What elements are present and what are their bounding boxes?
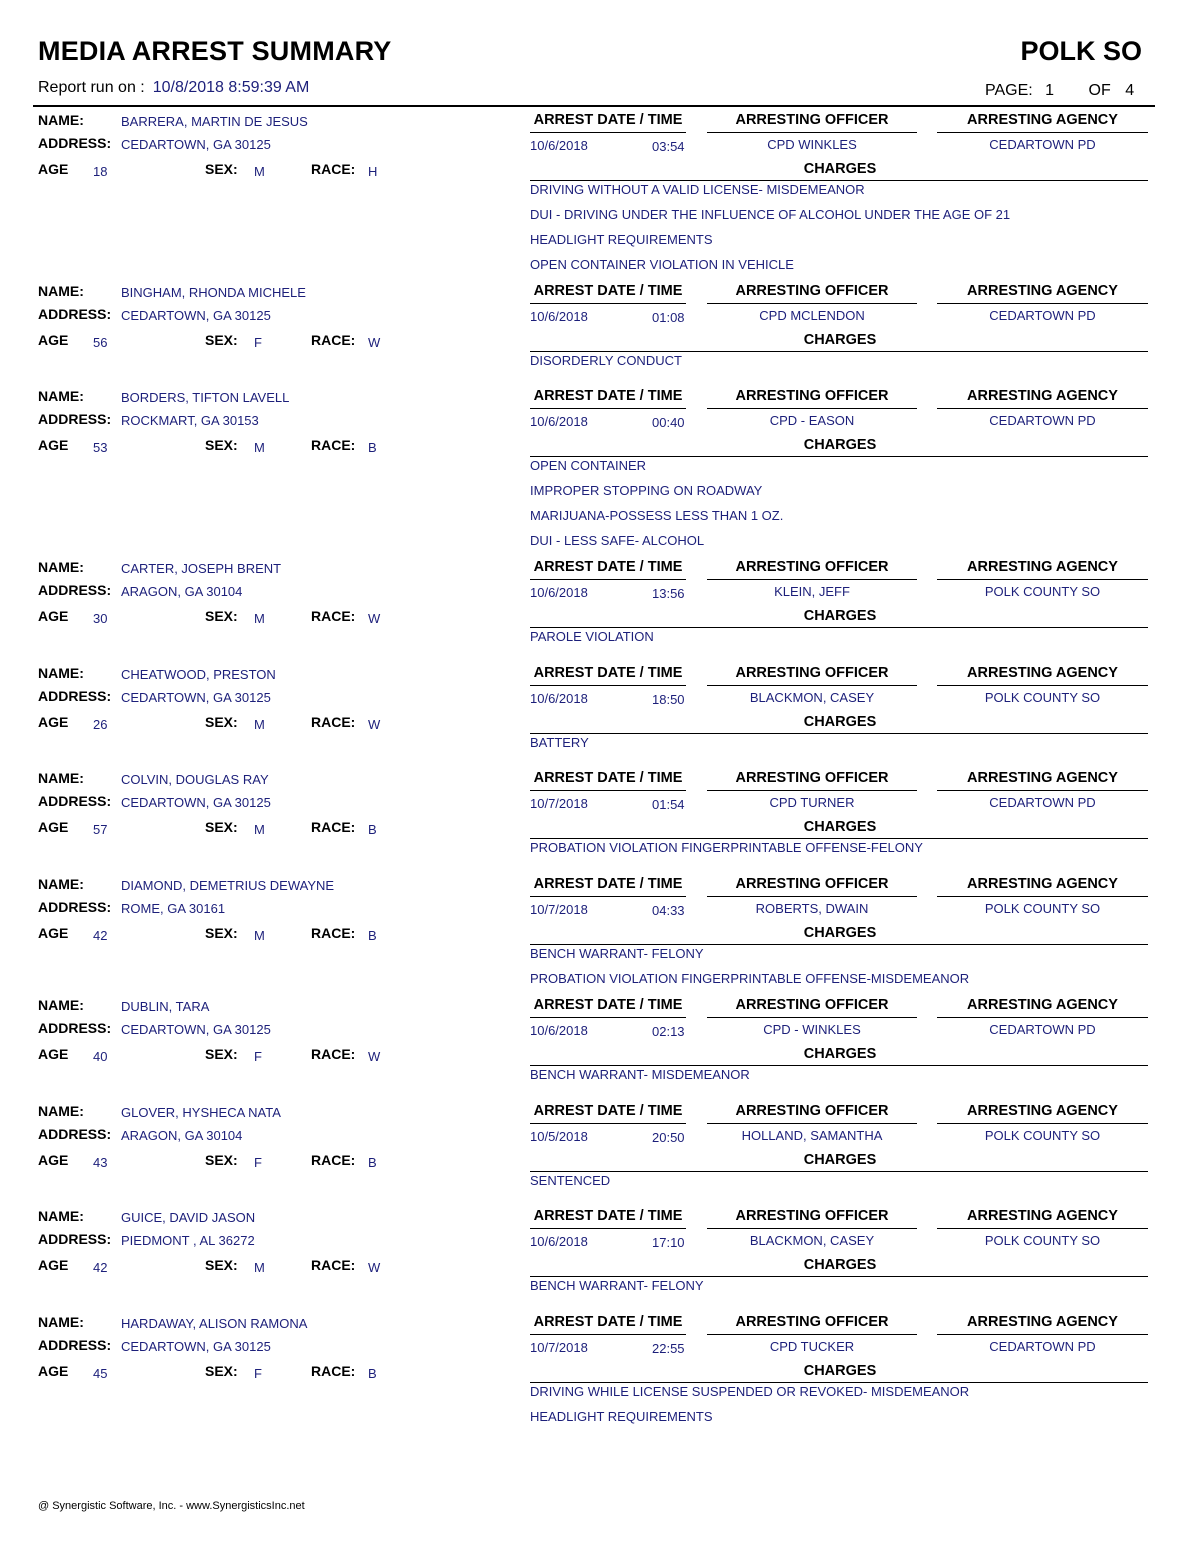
arresting-agency-value: CEDARTOWN PD <box>989 795 1096 810</box>
sex-label: SEX: <box>205 819 238 835</box>
name-label: NAME: <box>38 1314 84 1330</box>
arrest-date-value: 10/6/2018 <box>530 691 588 706</box>
charge-item: MARIJUANA-POSSESS LESS THAN 1 OZ. <box>530 508 784 523</box>
arresting-agency-value: CEDARTOWN PD <box>989 1339 1096 1354</box>
address-value: CEDARTOWN, GA 30125 <box>121 137 271 152</box>
age-value: 45 <box>93 1366 108 1381</box>
report-run-line <box>38 79 309 97</box>
sex-value: M <box>254 164 265 179</box>
race-label: RACE: <box>311 819 356 835</box>
race-value: W <box>368 335 381 350</box>
race-label: RACE: <box>311 1152 356 1168</box>
name-value: CHEATWOOD, PRESTON <box>121 667 276 682</box>
charge-item: BENCH WARRANT- FELONY <box>530 946 704 961</box>
charge-item: HEADLIGHT REQUIREMENTS <box>530 1409 713 1424</box>
charge-item: SENTENCED <box>530 1173 611 1188</box>
header-underline <box>530 303 686 304</box>
page-total: 4 <box>1125 82 1135 99</box>
arrest-datetime-header: ARREST DATE / TIME <box>533 559 683 575</box>
name-label: NAME: <box>38 665 84 681</box>
address-label: ADDRESS: <box>38 306 112 322</box>
name-value: CARTER, JOSEPH BRENT <box>121 561 282 576</box>
age-label: AGE <box>38 332 69 348</box>
arresting-officer-header: ARRESTING OFFICER <box>735 559 889 575</box>
charge-item: DRIVING WITHOUT A VALID LICENSE- MISDEMEANOR <box>530 182 865 197</box>
header-underline <box>707 685 917 686</box>
address-label: ADDRESS: <box>38 135 112 151</box>
arresting-agency-value: CEDARTOWN PD <box>989 413 1096 428</box>
arrest-date-value: 10/5/2018 <box>530 1129 588 1144</box>
age-value: 53 <box>93 440 108 455</box>
header-underline <box>937 1123 1148 1124</box>
address-label: ADDRESS: <box>38 688 112 704</box>
charge-item: DRIVING WHILE LICENSE SUSPENDED OR REVOKED- MISDEMEANOR <box>530 1384 970 1399</box>
arresting-agency-value: POLK COUNTY SO <box>984 584 1101 599</box>
header-underline <box>707 303 917 304</box>
header-underline <box>530 132 686 133</box>
charge-item: HEADLIGHT REQUIREMENTS <box>530 232 713 247</box>
report-run-value: 10/8/2018 8:59:39 AM <box>152 79 310 96</box>
age-value: 26 <box>93 717 108 732</box>
arrest-datetime-header: ARREST DATE / TIME <box>533 1208 683 1224</box>
arrest-time-value: 04:33 <box>652 903 685 918</box>
arrest-date-value: 10/7/2018 <box>530 902 588 917</box>
age-value: 18 <box>93 164 108 179</box>
footer: @ Synergistic Software, Inc. - www.SynergisticsInc.net <box>38 1500 305 1512</box>
arrest-time-value: 17:10 <box>652 1235 685 1250</box>
header-underline <box>530 685 686 686</box>
arrest-time-value: 01:54 <box>652 797 685 812</box>
header-underline <box>937 408 1148 409</box>
sex-value: M <box>254 440 265 455</box>
race-label: RACE: <box>311 437 356 453</box>
name-value: COLVIN, DOUGLAS RAY <box>121 772 269 787</box>
race-value: W <box>368 1260 381 1275</box>
address-label: ADDRESS: <box>38 1231 112 1247</box>
address-label: ADDRESS: <box>38 899 112 915</box>
arresting-officer-header: ARRESTING OFFICER <box>735 997 889 1013</box>
address-label: ADDRESS: <box>38 1126 112 1142</box>
sex-value: M <box>254 1260 265 1275</box>
arresting-officer-value: KLEIN, JEFF <box>774 584 850 599</box>
age-label: AGE <box>38 1257 69 1273</box>
race-value: W <box>368 717 381 732</box>
arrest-date-value: 10/6/2018 <box>530 1234 588 1249</box>
agency-title: POLK SO <box>1020 36 1142 66</box>
header-underline <box>707 896 917 897</box>
sex-value: F <box>254 1155 262 1170</box>
arresting-officer-header: ARRESTING OFFICER <box>735 1208 889 1224</box>
arrest-date-value: 10/6/2018 <box>530 585 588 600</box>
header-underline <box>530 1228 686 1229</box>
race-value: W <box>368 611 381 626</box>
arresting-officer-value: ROBERTS, DWAIN <box>755 901 869 916</box>
race-value: H <box>368 164 378 179</box>
page-number: 1 <box>1045 82 1055 99</box>
race-label: RACE: <box>311 1046 356 1062</box>
header-underline <box>707 132 917 133</box>
arresting-agency-header: ARRESTING AGENCY <box>967 1103 1118 1119</box>
arresting-officer-header: ARRESTING OFFICER <box>735 1103 889 1119</box>
of-label: OF <box>1088 82 1111 99</box>
arresting-agency-value: POLK COUNTY SO <box>984 901 1101 916</box>
age-label: AGE <box>38 925 69 941</box>
charges-header: CHARGES <box>803 1152 877 1168</box>
header-underline <box>530 1017 686 1018</box>
sex-value: M <box>254 928 265 943</box>
name-label: NAME: <box>38 997 84 1013</box>
address-value: CEDARTOWN, GA 30125 <box>121 1022 271 1037</box>
arresting-agency-value: CEDARTOWN PD <box>989 308 1096 323</box>
address-label: ADDRESS: <box>38 793 112 809</box>
header-underline <box>937 1228 1148 1229</box>
charge-item: OPEN CONTAINER <box>530 458 647 473</box>
header-underline <box>707 790 917 791</box>
charges-header: CHARGES <box>803 1363 877 1379</box>
race-label: RACE: <box>311 714 356 730</box>
arrest-datetime-header: ARREST DATE / TIME <box>533 665 683 681</box>
age-label: AGE <box>38 161 69 177</box>
arrest-time-value: 20:50 <box>652 1130 685 1145</box>
charges-underline <box>530 733 1148 734</box>
arresting-agency-header: ARRESTING AGENCY <box>967 997 1118 1013</box>
address-label: ADDRESS: <box>38 1337 112 1353</box>
charge-item: DUI - LESS SAFE- ALCOHOL <box>530 533 705 548</box>
charge-item: BATTERY <box>530 735 589 750</box>
arresting-agency-value: POLK COUNTY SO <box>984 1233 1101 1248</box>
charge-item: DISORDERLY CONDUCT <box>530 353 682 368</box>
arresting-agency-value: POLK COUNTY SO <box>984 1128 1101 1143</box>
arrest-time-value: 02:13 <box>652 1024 685 1039</box>
race-value: B <box>368 1366 377 1381</box>
header-underline <box>530 408 686 409</box>
header-underline <box>530 896 686 897</box>
page-title: MEDIA ARREST SUMMARY <box>38 36 392 66</box>
header-underline <box>937 1017 1148 1018</box>
age-label: AGE <box>38 1363 69 1379</box>
arresting-agency-value: CEDARTOWN PD <box>989 1022 1096 1037</box>
arrest-time-value: 22:55 <box>652 1341 685 1356</box>
arresting-officer-value: CPD TURNER <box>769 795 855 810</box>
name-value: BORDERS, TIFTON LAVELL <box>121 390 290 405</box>
age-label: AGE <box>38 1152 69 1168</box>
header-underline <box>937 132 1148 133</box>
sex-label: SEX: <box>205 332 238 348</box>
header-underline <box>707 1228 917 1229</box>
age-value: 42 <box>93 928 108 943</box>
name-label: NAME: <box>38 283 84 299</box>
arresting-agency-header: ARRESTING AGENCY <box>967 1314 1118 1330</box>
arrest-time-value: 03:54 <box>652 139 685 154</box>
arrest-datetime-header: ARREST DATE / TIME <box>533 283 683 299</box>
header-underline <box>937 1334 1148 1335</box>
header-underline <box>707 1017 917 1018</box>
address-value: ROCKMART, GA 30153 <box>121 413 259 428</box>
header-underline <box>707 1334 917 1335</box>
arrest-datetime-header: ARREST DATE / TIME <box>533 1103 683 1119</box>
arrest-date-value: 10/7/2018 <box>530 796 588 811</box>
name-label: NAME: <box>38 388 84 404</box>
arrest-datetime-header: ARREST DATE / TIME <box>533 997 683 1013</box>
charge-item: BENCH WARRANT- MISDEMEANOR <box>530 1067 750 1082</box>
arresting-officer-header: ARRESTING OFFICER <box>735 112 889 128</box>
charges-underline <box>530 1171 1148 1172</box>
age-value: 42 <box>93 1260 108 1275</box>
race-value: B <box>368 1155 377 1170</box>
charge-item: PROBATION VIOLATION FINGERPRINTABLE OFFENSE-FELONY <box>530 840 923 855</box>
arrest-date-value: 10/7/2018 <box>530 1340 588 1355</box>
age-value: 43 <box>93 1155 108 1170</box>
age-label: AGE <box>38 819 69 835</box>
sex-label: SEX: <box>205 1046 238 1062</box>
header-underline <box>937 896 1148 897</box>
address-value: CEDARTOWN, GA 30125 <box>121 1339 271 1354</box>
name-label: NAME: <box>38 1208 84 1224</box>
age-label: AGE <box>38 608 69 624</box>
arresting-agency-header: ARRESTING AGENCY <box>967 665 1118 681</box>
charges-header: CHARGES <box>803 819 877 835</box>
sex-value: M <box>254 822 265 837</box>
arrest-date-value: 10/6/2018 <box>530 414 588 429</box>
page-info <box>985 82 1134 100</box>
arrest-date-value: 10/6/2018 <box>530 1023 588 1038</box>
sex-label: SEX: <box>205 608 238 624</box>
name-label: NAME: <box>38 876 84 892</box>
age-label: AGE <box>38 1046 69 1062</box>
name-label: NAME: <box>38 559 84 575</box>
age-value: 56 <box>93 335 108 350</box>
sex-label: SEX: <box>205 437 238 453</box>
header-underline <box>530 579 686 580</box>
charge-item: BENCH WARRANT- FELONY <box>530 1278 704 1293</box>
arrest-datetime-header: ARREST DATE / TIME <box>533 770 683 786</box>
arresting-officer-value: HOLLAND, SAMANTHA <box>741 1128 883 1143</box>
address-value: PIEDMONT , AL 36272 <box>121 1233 255 1248</box>
name-label: NAME: <box>38 1103 84 1119</box>
header-underline <box>707 1123 917 1124</box>
arresting-agency-value: POLK COUNTY SO <box>984 690 1101 705</box>
arresting-agency-header: ARRESTING AGENCY <box>967 876 1118 892</box>
address-value: CEDARTOWN, GA 30125 <box>121 690 271 705</box>
age-value: 57 <box>93 822 108 837</box>
arresting-agency-value: CEDARTOWN PD <box>989 137 1096 152</box>
age-label: AGE <box>38 714 69 730</box>
header-divider <box>33 105 1155 107</box>
arresting-officer-value: CPD TUCKER <box>769 1339 855 1354</box>
race-label: RACE: <box>311 1363 356 1379</box>
name-label: NAME: <box>38 112 84 128</box>
header-underline <box>707 408 917 409</box>
sex-value: M <box>254 611 265 626</box>
charges-header: CHARGES <box>803 608 877 624</box>
arresting-officer-header: ARRESTING OFFICER <box>735 876 889 892</box>
age-label: AGE <box>38 437 69 453</box>
race-label: RACE: <box>311 1257 356 1273</box>
race-label: RACE: <box>311 161 356 177</box>
charges-header: CHARGES <box>803 332 877 348</box>
arresting-officer-header: ARRESTING OFFICER <box>735 770 889 786</box>
race-value: B <box>368 440 377 455</box>
sex-label: SEX: <box>205 1257 238 1273</box>
header-underline <box>530 790 686 791</box>
address-value: ARAGON, GA 30104 <box>121 1128 243 1143</box>
sex-value: F <box>254 1366 262 1381</box>
address-value: CEDARTOWN, GA 30125 <box>121 308 271 323</box>
name-value: BINGHAM, RHONDA MICHELE <box>121 285 306 300</box>
arresting-officer-header: ARRESTING OFFICER <box>735 1314 889 1330</box>
header-underline <box>937 790 1148 791</box>
arrest-datetime-header: ARREST DATE / TIME <box>533 1314 683 1330</box>
arresting-agency-header: ARRESTING AGENCY <box>967 770 1118 786</box>
charges-header: CHARGES <box>803 925 877 941</box>
name-value: DIAMOND, DEMETRIUS DEWAYNE <box>121 878 335 893</box>
race-value: W <box>368 1049 381 1064</box>
address-value: CEDARTOWN, GA 30125 <box>121 795 271 810</box>
name-value: GLOVER, HYSHECA NATA <box>121 1105 281 1120</box>
race-label: RACE: <box>311 608 356 624</box>
arresting-officer-value: BLACKMON, CASEY <box>749 690 875 705</box>
page-label: PAGE: <box>985 82 1033 99</box>
name-value: HARDAWAY, ALISON RAMONA <box>121 1316 308 1331</box>
charge-item: IMPROPER STOPPING ON ROADWAY <box>530 483 763 498</box>
arrest-datetime-header: ARREST DATE / TIME <box>533 388 683 404</box>
header-underline <box>937 685 1148 686</box>
address-label: ADDRESS: <box>38 411 112 427</box>
charges-header: CHARGES <box>803 161 877 177</box>
charge-item: PROBATION VIOLATION FINGERPRINTABLE OFFENSE-MISDEMEANOR <box>530 971 970 986</box>
arresting-agency-header: ARRESTING AGENCY <box>967 388 1118 404</box>
arrest-datetime-header: ARREST DATE / TIME <box>533 876 683 892</box>
header-underline <box>707 579 917 580</box>
arrest-date-value: 10/6/2018 <box>530 309 588 324</box>
arresting-officer-header: ARRESTING OFFICER <box>735 665 889 681</box>
arresting-officer-value: CPD WINKLES <box>767 137 857 152</box>
address-label: ADDRESS: <box>38 1020 112 1036</box>
arresting-officer-header: ARRESTING OFFICER <box>735 283 889 299</box>
report-run-label: Report run on : <box>38 79 145 96</box>
sex-value: F <box>254 1049 262 1064</box>
arresting-officer-value: CPD - WINKLES <box>763 1022 861 1037</box>
arrest-time-value: 01:08 <box>652 310 685 325</box>
arresting-officer-value: BLACKMON, CASEY <box>749 1233 875 1248</box>
sex-label: SEX: <box>205 161 238 177</box>
arresting-officer-header: ARRESTING OFFICER <box>735 388 889 404</box>
arresting-agency-header: ARRESTING AGENCY <box>967 1208 1118 1224</box>
address-label: ADDRESS: <box>38 582 112 598</box>
charge-item: PAROLE VIOLATION <box>530 629 654 644</box>
name-value: BARRERA, MARTIN DE JESUS <box>121 114 308 129</box>
race-label: RACE: <box>311 925 356 941</box>
sex-value: M <box>254 717 265 732</box>
address-value: ROME, GA 30161 <box>121 901 226 916</box>
name-label: NAME: <box>38 770 84 786</box>
header-underline <box>530 1123 686 1124</box>
arresting-agency-header: ARRESTING AGENCY <box>967 283 1118 299</box>
arresting-agency-header: ARRESTING AGENCY <box>967 559 1118 575</box>
address-value: ARAGON, GA 30104 <box>121 584 243 599</box>
race-value: B <box>368 822 377 837</box>
arrest-time-value: 00:40 <box>652 415 685 430</box>
age-value: 30 <box>93 611 108 626</box>
arresting-officer-value: CPD - EASON <box>769 413 855 428</box>
race-label: RACE: <box>311 332 356 348</box>
charges-header: CHARGES <box>803 437 877 453</box>
sex-label: SEX: <box>205 1152 238 1168</box>
name-value: GUICE, DAVID JASON <box>121 1210 256 1225</box>
arresting-agency-header: ARRESTING AGENCY <box>967 112 1118 128</box>
sex-label: SEX: <box>205 1363 238 1379</box>
header-underline <box>937 579 1148 580</box>
arrest-date-value: 10/6/2018 <box>530 138 588 153</box>
arrest-datetime-header: ARREST DATE / TIME <box>533 112 683 128</box>
arresting-officer-value: CPD MCLENDON <box>759 308 865 323</box>
charge-item: DUI - DRIVING UNDER THE INFLUENCE OF ALCOHOL UNDER THE AGE OF 21 <box>530 207 1011 222</box>
sex-label: SEX: <box>205 714 238 730</box>
arrest-time-value: 13:56 <box>652 586 685 601</box>
charges-header: CHARGES <box>803 1046 877 1062</box>
charge-item: OPEN CONTAINER VIOLATION IN VEHICLE <box>530 257 794 272</box>
name-value: DUBLIN, TARA <box>121 999 210 1014</box>
sex-value: F <box>254 335 262 350</box>
header-underline <box>937 303 1148 304</box>
age-value: 40 <box>93 1049 108 1064</box>
charges-header: CHARGES <box>803 1257 877 1273</box>
arrest-time-value: 18:50 <box>652 692 685 707</box>
header-underline <box>530 1334 686 1335</box>
race-value: B <box>368 928 377 943</box>
sex-label: SEX: <box>205 925 238 941</box>
charges-header: CHARGES <box>803 714 877 730</box>
